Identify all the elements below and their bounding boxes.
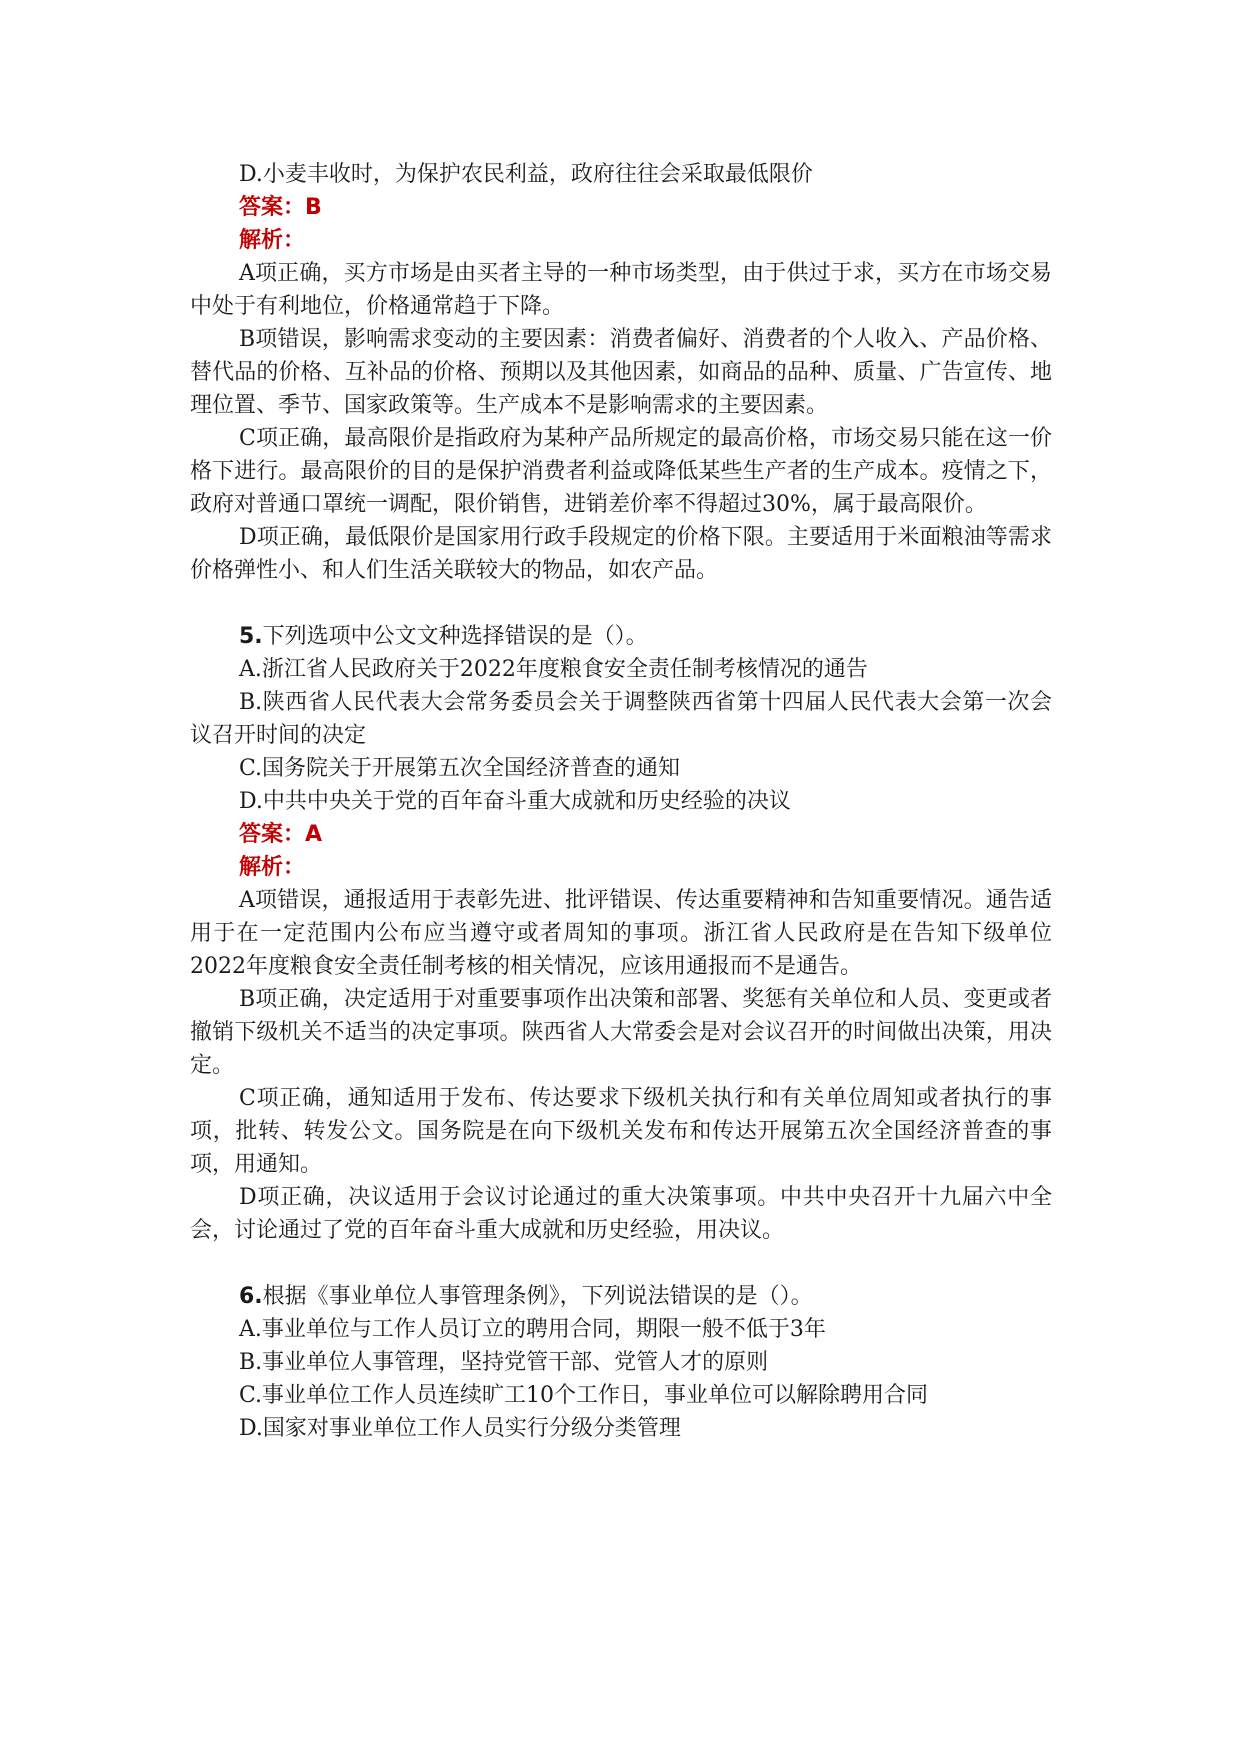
document-page (190, 158, 1052, 1445)
q6-stem (190, 1280, 1052, 1313)
q5-option-c: C.国务院关于开展第五次全国经济普查的通知 (239, 756, 681, 781)
q6-stem-text: 根据《事业单位人事管理条例》，下列说法错误的是（）。 (262, 1284, 813, 1309)
spacer (190, 587, 1052, 620)
q6-option-a: A.事业单位与工作人员订立的聘用合同，期限一般不低于3年 (239, 1317, 826, 1342)
q5-option-d: D.中共中央关于党的百年奋斗重大成就和历史经验的决议 (239, 789, 791, 814)
spacer (190, 1247, 1052, 1280)
q5-explanation-b: B项正确，决定适用于对重要事项作出决策和部署、奖惩有关单位和人员、变更或者撤销下级机关不适当的决定事项。陕西省人大常委会是对会议召开的时间做出决策，用决定。 (190, 987, 1052, 1078)
q5-answer: 答案：A (239, 822, 323, 847)
q5-number: 5. (239, 624, 263, 649)
q4-explanation-b: B项错误，影响需求变动的主要因素：消费者偏好、消费者的个人收入、产品价格、替代品的价格、互补品的价格、预期以及其他因素，如商品的品种、质量、广告宣传、地理位置、季节、国家政策等。生产成本不是影响需求的主要因素。 (190, 327, 1052, 418)
q4-option-d: D.小麦丰收时，为保护农民利益，政府往往会采取最低限价 (239, 162, 813, 187)
q6-option-c: C.事业单位工作人员连续旷工10个工作日，事业单位可以解除聘用合同 (239, 1383, 929, 1408)
q5-stem (190, 620, 1052, 653)
q6-option-b: B.事业单位人事管理，坚持党管干部、党管人才的原则 (239, 1350, 769, 1375)
q5-explanation-d: D项正确，决议适用于会议讨论通过的重大决策事项。中共中央召开十九届六中全会，讨论通过了党的百年奋斗重大成就和历史经验，用决议。 (190, 1185, 1052, 1243)
q5-option-b: B.陕西省人民代表大会常务委员会关于调整陕西省第十四届人民代表大会第一次会议召开时间的决定 (190, 690, 1052, 748)
q5-option-a: A.浙江省人民政府关于2022年度粮食安全责任制考核情况的通告 (239, 657, 868, 682)
q4-explanation-c: C项正确，最高限价是指政府为某种产品所规定的最高价格，市场交易只能在这一价格下进行。最高限价的目的是保护消费者利益或降低某些生产者的生产成本。疫情之下，政府对普通口罩统一调配，限价销售，进销差价率不得超过30%，属于最高限价。 (190, 426, 1052, 517)
q5-explanation-a: A项错误，通报适用于表彰先进、批评错误、传达重要精神和告知重要情况。通告适用于在一定范围内公布应当遵守或者周知的事项。浙江省人民政府是在告知下级单位2022年度粮食安全责任制考核的相关情况，应该用通报而不是通告。 (190, 888, 1052, 979)
q4-explanation-a: A项正确，买方市场是由买者主导的一种市场类型，由于供过于求，买方在市场交易中处于有利地位，价格通常趋于下降。 (190, 261, 1052, 319)
q4-explanation-d: D项正确，最低限价是国家用行政手段规定的价格下限。主要适用于米面粮油等需求价格弹性小、和人们生活关联较大的物品，如农产品。 (190, 525, 1052, 583)
q5-explanation-c: C项正确，通知适用于发布、传达要求下级机关执行和有关单位周知或者执行的事项，批转、转发公文。国务院是在向下级机关发布和传达开展第五次全国经济普查的事项，用通知。 (190, 1086, 1052, 1177)
q5-stem-text: 下列选项中公文文种选择错误的是（）。 (262, 624, 648, 649)
q6-number: 6. (239, 1284, 263, 1309)
q4-analysis-label: 解析： (239, 228, 306, 253)
q6-option-d: D.国家对事业单位工作人员实行分级分类管理 (239, 1416, 681, 1441)
q4-answer: 答案：B (239, 195, 322, 220)
q5-analysis-label: 解析： (239, 855, 306, 880)
